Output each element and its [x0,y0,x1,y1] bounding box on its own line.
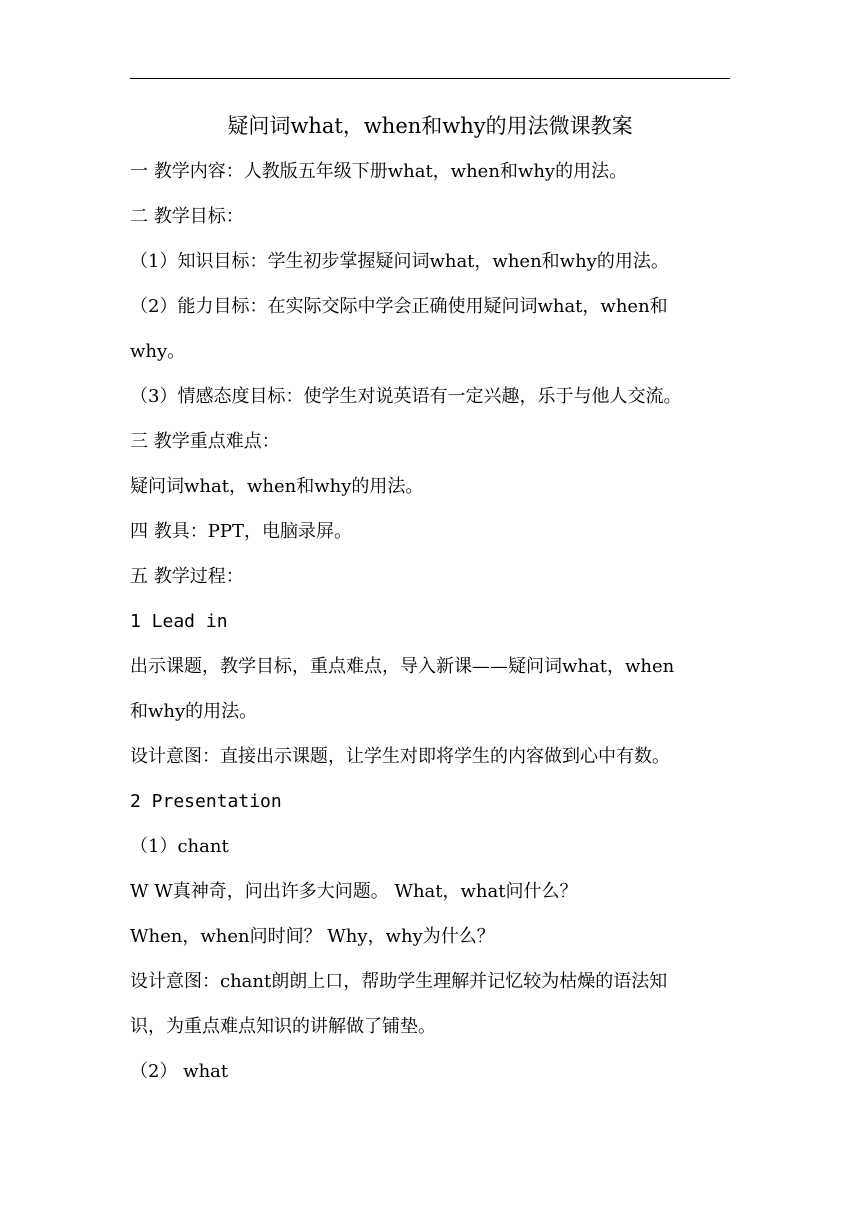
section-keypoints-heading: 三 教学重点难点： [130,431,280,452]
chant-line-1: W W真神奇，问出许多大问题。 What，what问什么？ [130,881,578,902]
section-tools: 四 教具：PPT，电脑录屏。 [130,521,352,542]
section-process-heading: 五 教学过程： [130,566,244,587]
chant-intent-continued: 识，为重点难点知识的讲解做了铺垫。 [130,1016,436,1037]
step-presentation: 2 Presentation [130,791,282,812]
chant-intent: 设计意图：chant朗朗上口，帮助学生理解并记忆较为枯燥的语法知 [130,971,668,992]
keypoints-text: 疑问词what，when和why的用法。 [130,476,424,497]
lead-in-text: 出示课题，教学目标，重点难点，导入新课——疑问词what，when [130,656,675,677]
document-title: 疑问词what，when和why的用法微课教案 [227,114,633,138]
lead-in-intent: 设计意图：直接出示课题，让学生对即将学生的内容做到心中有数。 [130,746,670,767]
chant-line-2: When，when问时间？ Why，why为什么？ [130,926,495,947]
lead-in-text-continued: 和why的用法。 [130,701,258,722]
header-rule [130,78,730,79]
step-lead-in: 1 Lead in [130,611,228,632]
objective-ability-continued: why。 [130,341,186,362]
section-content: 一 教学内容：人教版五年级下册what，when和why的用法。 [130,161,628,182]
section-objectives-heading: 二 教学目标： [130,206,244,227]
objective-ability: （2）能力目标：在实际交际中学会正确使用疑问词what，when和 [130,296,668,317]
chant-heading: （1）chant [130,836,229,857]
what-heading: （2） what [130,1061,229,1082]
objective-knowledge: （1）知识目标：学生初步掌握疑问词what，when和why的用法。 [130,251,669,272]
objective-emotion: （3）情感态度目标：使学生对说英语有一定兴趣，乐于与他人交流。 [130,386,682,407]
